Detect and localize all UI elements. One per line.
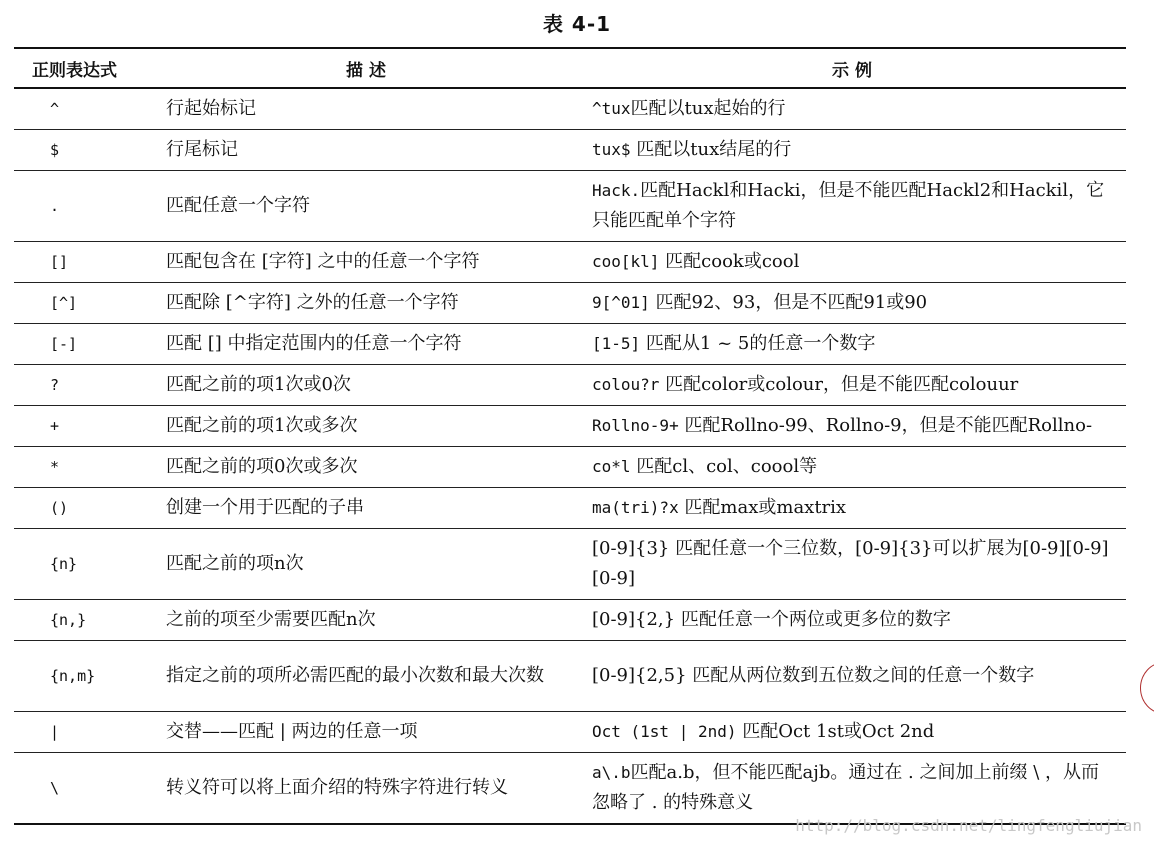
example-text: 匹配a.b，但不能匹配ajb。通过在 . 之间加上前缀 \ ，从而忽略了 . 的特殊意义 — [592, 762, 1100, 813]
example-text: 匹配cl、col、coool等 — [630, 456, 818, 477]
description-cell: 匹配之前的项n次 — [154, 529, 578, 600]
watermark-text: http://blog.csdn.net/lingfengliujian — [795, 816, 1142, 835]
regex-cell: * — [14, 447, 154, 488]
regex-cell: {n} — [14, 529, 154, 600]
example-text: 匹配92、93，但是不匹配91或90 — [649, 292, 928, 313]
example-text: 匹配color或colour，但是不能匹配colouur — [659, 374, 1019, 395]
example-code: Hack. — [592, 181, 641, 200]
table-header-row — [14, 48, 1126, 88]
table-row — [14, 283, 1126, 324]
description-cell: 匹配任意一个字符 — [154, 171, 578, 242]
example-cell — [578, 641, 1126, 712]
table-row — [14, 600, 1126, 641]
regex-cell: [^] — [14, 283, 154, 324]
example-cell — [578, 447, 1126, 488]
description-cell: 创建一个用于匹配的子串 — [154, 488, 578, 529]
example-code: co*l — [592, 457, 631, 476]
description-cell: 匹配之前的项1次或0次 — [154, 365, 578, 406]
table-row — [14, 406, 1126, 447]
regex-cell: [] — [14, 242, 154, 283]
example-cell — [578, 324, 1126, 365]
regex-cell: [-] — [14, 324, 154, 365]
example-code: tux$ — [592, 140, 631, 159]
table-row — [14, 130, 1126, 171]
example-cell — [578, 88, 1126, 130]
example-cell — [578, 600, 1126, 641]
description-cell: 行尾标记 — [154, 130, 578, 171]
example-text: 匹配Oct 1st或Oct 2nd — [736, 721, 935, 742]
table-row — [14, 324, 1126, 365]
example-cell — [578, 283, 1126, 324]
example-cell — [578, 365, 1126, 406]
description-cell: 转义符可以将上面介绍的特殊字符进行转义 — [166, 777, 508, 798]
description-cell: 匹配之前的项1次或多次 — [154, 406, 578, 447]
example-code: a\.b — [592, 763, 631, 782]
example-code: Oct (1st | 2nd) — [592, 722, 737, 741]
example-code: ^tux — [592, 99, 631, 118]
description-cell: 匹配 [] 中指定范围内的任意一个字符 — [154, 324, 578, 365]
example-code: Rollno-9+ — [592, 416, 679, 435]
edge-circle-mark — [1140, 662, 1154, 714]
description-cell: 匹配除 [^字符] 之外的任意一个字符 — [154, 283, 578, 324]
example-text: 匹配以tux结尾的行 — [630, 139, 792, 160]
table-row — [14, 488, 1126, 529]
table-row — [14, 753, 1126, 825]
example-text: 匹配Hackl和Hacki，但是不能匹配Hackl2和Hackil，它只能匹配单个字符 — [592, 180, 1105, 231]
description-cell: 行起始标记 — [154, 88, 578, 130]
example-text: [0-9]{3} 匹配任意一个三位数，[0-9]{3}可以扩展为[0-9][0-9][0-9] — [592, 538, 1109, 589]
regex-cell: ? — [14, 365, 154, 406]
description-cell: 匹配之前的项0次或多次 — [154, 447, 578, 488]
regex-cell: $ — [14, 130, 154, 171]
regex-cell: | — [14, 712, 154, 753]
example-text: 匹配Rollno-99、Rollno-9，但是不能匹配Rollno- — [678, 415, 1093, 436]
table-caption: 表 4-1 — [542, 12, 612, 36]
example-text: [0-9]{2,5} 匹配从两位数到五位数之间的任意一个数字 — [592, 665, 1035, 686]
table-row — [14, 641, 1126, 712]
example-cell — [578, 130, 1126, 171]
table-row — [14, 712, 1126, 753]
example-cell — [578, 529, 1126, 600]
description-cell: 匹配包含在 [字符] 之中的任意一个字符 — [154, 242, 578, 283]
description-cell: 交替——匹配 | 两边的任意一项 — [154, 712, 578, 753]
table-body — [14, 88, 1126, 824]
example-text: 匹配max或maxtrix — [678, 497, 847, 518]
example-text: 匹配cook或cool — [659, 251, 800, 272]
regex-cell: ^ — [14, 88, 154, 130]
regex-cell: () — [14, 488, 154, 529]
table-row — [14, 529, 1126, 600]
header-regex: 正则表达式 — [14, 48, 154, 88]
example-code: [1-5] — [592, 334, 641, 353]
header-example: 示 例 — [578, 48, 1126, 88]
regex-table — [14, 47, 1126, 825]
example-cell — [578, 488, 1126, 529]
description-cell: 指定之前的项所必需匹配的最小次数和最大次数 — [154, 641, 578, 712]
table-row — [14, 447, 1126, 488]
example-text: [0-9]{2,} 匹配任意一个两位或更多位的数字 — [592, 609, 951, 630]
example-code: coo[kl] — [592, 252, 660, 271]
regex-cell: + — [14, 406, 154, 447]
description-cell: 之前的项至少需要匹配n次 — [154, 600, 578, 641]
header-description: 描 述 — [154, 48, 578, 88]
example-text: 匹配以tux起始的行 — [630, 98, 786, 119]
regex-cell: . — [14, 171, 154, 242]
example-code: ma(tri)?x — [592, 498, 679, 517]
example-cell — [578, 753, 1126, 825]
example-code: colou?r — [592, 375, 660, 394]
regex-cell: {n,} — [14, 600, 154, 641]
example-cell — [578, 171, 1126, 242]
table-row — [14, 88, 1126, 130]
example-cell — [578, 712, 1126, 753]
regex-cell: \ — [50, 779, 60, 797]
example-text: 匹配从1 ~ 5的任意一个数字 — [640, 333, 876, 354]
table-row — [14, 242, 1126, 283]
table-row — [14, 171, 1126, 242]
regex-cell: {n,m} — [14, 641, 154, 712]
example-cell — [578, 406, 1126, 447]
example-cell — [578, 242, 1126, 283]
table-row — [14, 365, 1126, 406]
example-code: 9[^01] — [592, 293, 650, 312]
